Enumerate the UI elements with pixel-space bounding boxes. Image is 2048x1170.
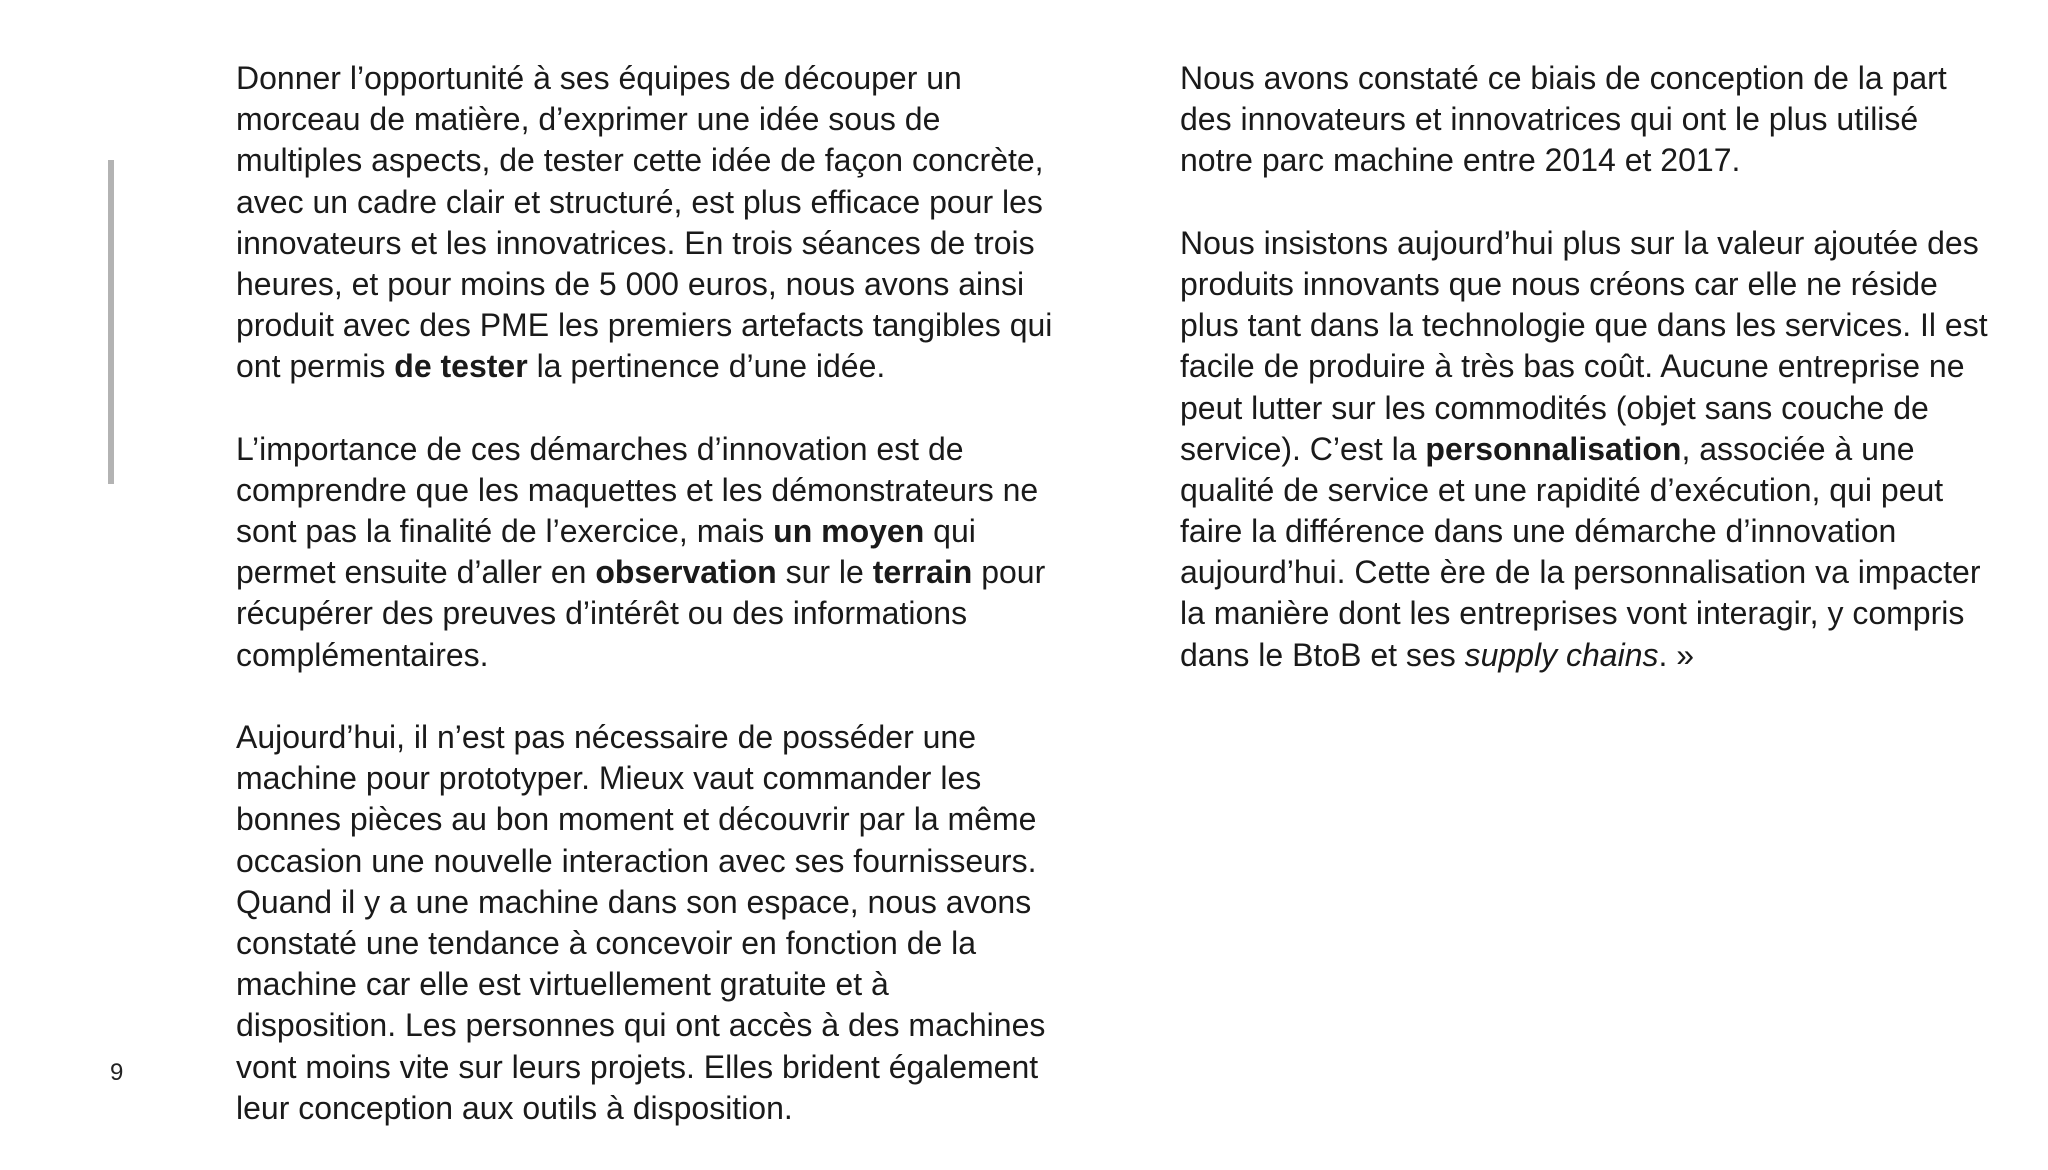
left-column bbox=[236, 58, 1136, 1170]
right-column bbox=[1180, 58, 2048, 717]
italic-text: supply chains bbox=[1464, 636, 1659, 673]
text-line: occasion une nouvelle interaction avec ses fournisseurs. bbox=[236, 842, 1037, 879]
bold-text: observation bbox=[595, 554, 777, 591]
text-run: pour bbox=[972, 554, 1046, 591]
text-run: qui bbox=[924, 513, 976, 550]
text-run: ont permis bbox=[236, 348, 395, 385]
text-line: produits innovants que nous créons car elle ne réside bbox=[1180, 265, 1938, 302]
text-line: vont moins vite sur leurs projets. Elles brident également bbox=[236, 1048, 1039, 1085]
paragraph-prototyping-sessions bbox=[236, 58, 1136, 388]
text-run: sont pas la finalité de l’exercice, mais bbox=[236, 513, 774, 550]
text-line: Quand il y a une machine dans son espace, nous avons bbox=[236, 883, 1032, 920]
text-line: disposition. Les personnes qui ont accès à des machines bbox=[236, 1007, 1046, 1044]
text-line: la manière dont les entreprises vont interagir, y compris bbox=[1180, 595, 1965, 632]
text-line: Nous avons constaté ce biais de conception de la part bbox=[1180, 60, 1947, 96]
text-line bbox=[1180, 429, 2048, 470]
bold-text: terrain bbox=[872, 554, 973, 591]
text-line: faire la différence dans une démarche d’innovation bbox=[1180, 513, 1897, 550]
bold-text: personnalisation bbox=[1425, 430, 1682, 467]
text-run: dans le BtoB et ses bbox=[1180, 636, 1465, 673]
text-run: la pertinence d’une idée. bbox=[527, 348, 886, 385]
paragraph-innovation-importance bbox=[236, 429, 1136, 676]
text-line: leur conception aux outils à disposition. bbox=[236, 1089, 793, 1126]
text-line: produit avec des PME les premiers artefacts tangibles qui bbox=[236, 307, 1053, 344]
text-line: heures, et pour moins de 5 000 euros, nous avons ainsi bbox=[236, 265, 1025, 302]
text-run: permet ensuite d’aller en bbox=[236, 554, 596, 591]
page-number: 9 bbox=[110, 1059, 124, 1086]
text-line: L’importance de ces démarches d’innovation est de bbox=[236, 430, 964, 467]
text-line: complémentaires. bbox=[236, 636, 489, 673]
text-line: constaté une tendance à concevoir en fonction de la bbox=[236, 924, 977, 961]
text-run: service). C’est la bbox=[1180, 430, 1426, 467]
text-line: machine pour prototyper. Mieux vaut commander les bbox=[236, 760, 982, 797]
text-line: peut lutter sur les commodités (objet sans couche de bbox=[1180, 389, 1929, 426]
margin-accent-bar bbox=[108, 160, 114, 484]
paragraph-personalisation bbox=[1180, 223, 2048, 676]
text-line: bonnes pièces au bon moment et découvrir par la même bbox=[236, 801, 1037, 838]
text-line: Donner l’opportunité à ses équipes de découper un bbox=[236, 60, 962, 96]
text-run: sur le bbox=[776, 554, 873, 591]
text-line: morceau de matière, d’exprimer une idée sous de bbox=[236, 101, 941, 138]
text-line: notre parc machine entre 2014 et 2017. bbox=[1180, 142, 1741, 179]
text-line: qualité de service et une rapidité d’exécution, qui peut bbox=[1180, 471, 1944, 508]
text-line: aujourd’hui. Cette ère de la personnalisation va impacter bbox=[1180, 554, 1981, 591]
text-run: , associée à une bbox=[1681, 430, 1915, 467]
text-line bbox=[236, 346, 1136, 387]
text-line: Aujourd’hui, il n’est pas nécessaire de posséder une bbox=[236, 719, 977, 755]
bold-text: un moyen bbox=[773, 513, 925, 550]
text-line: plus tant dans la technologie que dans les services. Il est bbox=[1180, 307, 1988, 344]
text-line: Nous insistons aujourd’hui plus sur la valeur ajoutée des bbox=[1180, 224, 1979, 261]
text-line bbox=[236, 511, 1136, 552]
text-line bbox=[1180, 635, 2048, 676]
text-line: des innovateurs et innovatrices qui ont le plus utilisé bbox=[1180, 101, 1919, 138]
text-line bbox=[236, 552, 1136, 593]
text-run: . » bbox=[1658, 636, 1695, 673]
text-line: facile de produire à très bas coût. Aucune entreprise ne bbox=[1180, 348, 1965, 385]
text-line: innovateurs et les innovatrices. En trois séances de trois bbox=[236, 224, 1035, 261]
paragraph-machines bbox=[236, 717, 1136, 1129]
text-line: comprendre que les maquettes et les démonstrateurs ne bbox=[236, 471, 1039, 508]
text-line: récupérer des preuves d’intérêt ou des informations bbox=[236, 595, 968, 632]
text-line: machine car elle est virtuellement gratuite et à bbox=[236, 966, 889, 1003]
text-line: avec un cadre clair et structuré, est plus efficace pour les bbox=[236, 183, 1043, 220]
text-line: multiples aspects, de tester cette idée de façon concrète, bbox=[236, 142, 1044, 179]
bold-text: de tester bbox=[394, 348, 528, 385]
paragraph-design-bias bbox=[1180, 58, 2048, 182]
